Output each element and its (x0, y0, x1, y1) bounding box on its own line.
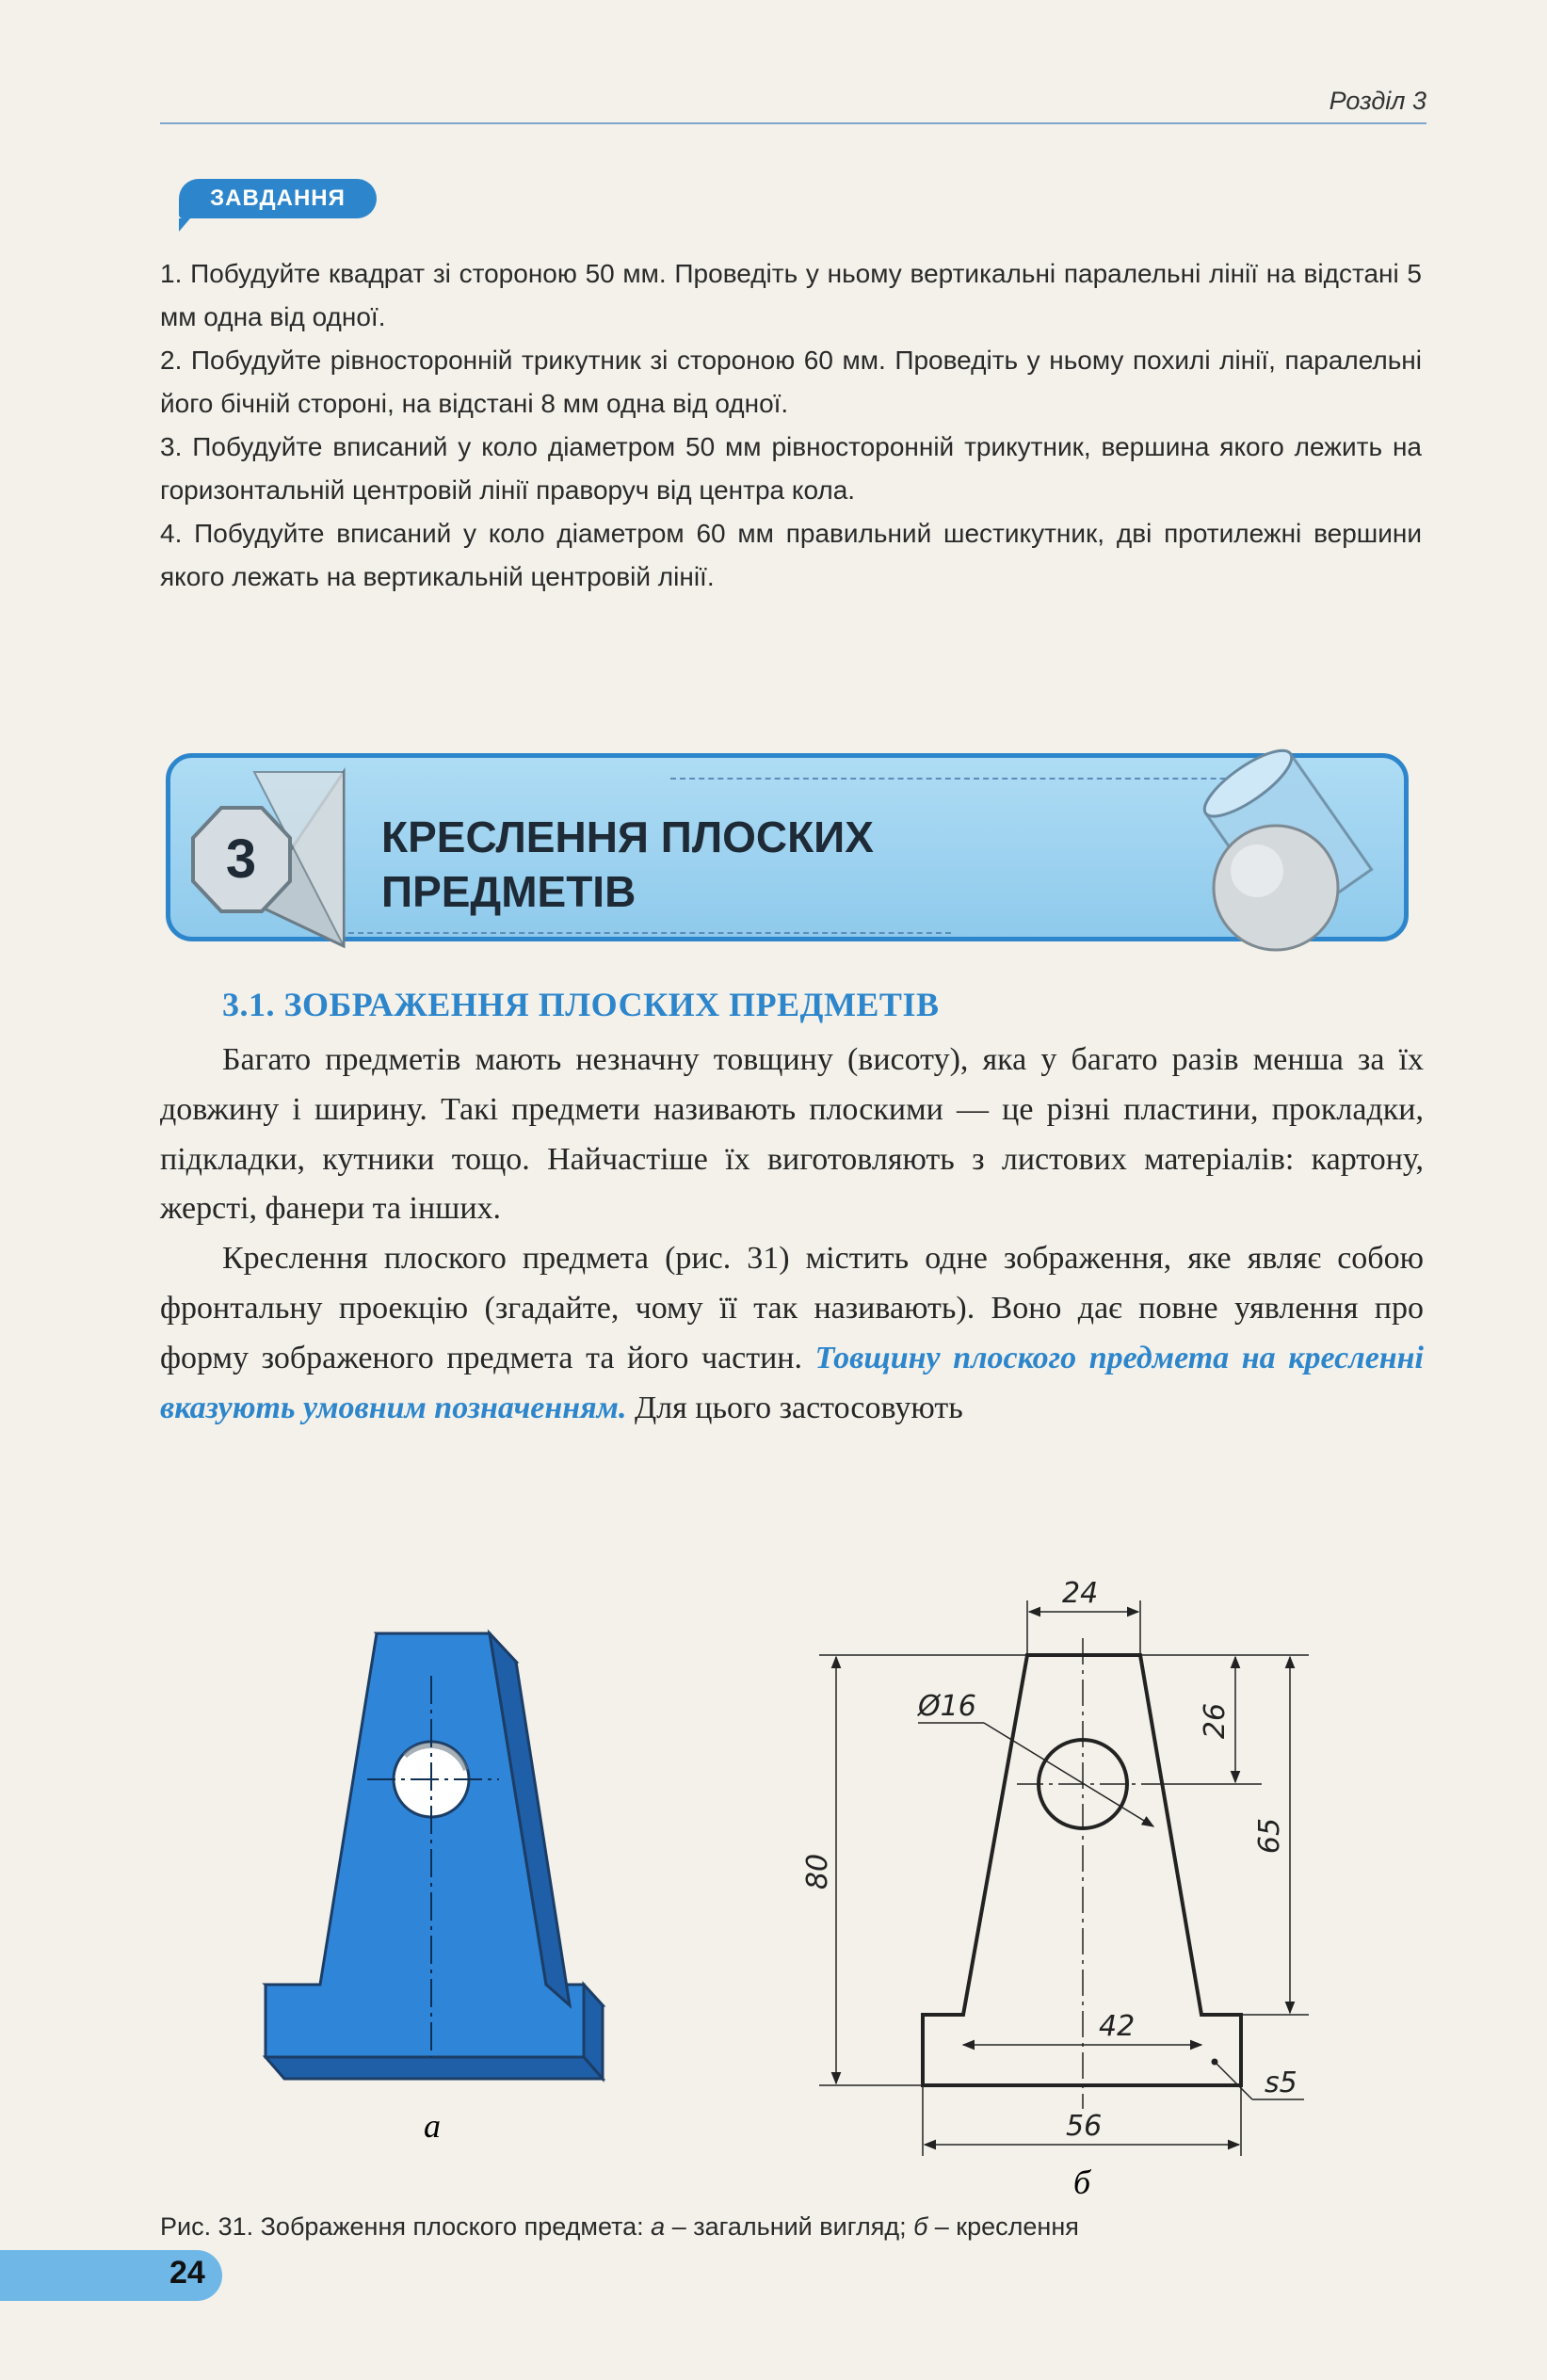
page-number: 24 (169, 2255, 205, 2291)
dim-total-height: 80 (801, 1853, 834, 1890)
task-item-2: 2. Побудуйте рівносторонній трикутник зі стороною 60 мм. Проведіть у ньому похилі лінії, паралельні його бічній стороні, на відстані 8 мм одна від одної. (160, 346, 1422, 418)
paragraph-2 (160, 1234, 1424, 1433)
chapter-title-line-1: КРЕСЛЕННЯ ПЛОСКИХ (381, 812, 874, 861)
dim-top-width: 24 (1062, 1577, 1099, 1610)
part-drawing (819, 1600, 1309, 2156)
dim-hole-center: 26 (1199, 1702, 1232, 1740)
chapter-number: 3 (225, 828, 257, 890)
dim-total-width: 56 (1066, 2110, 1103, 2143)
dim-upper-height: 65 (1253, 1817, 1286, 1855)
paragraph-2-start: Креслення плоского предмета (рис. 31) містить одне зображення, яке являє собою фронтальну проекцію (згадайте, чому її так називають). Воно дає повне уявлення про форму зображеного предмета та його частин. (160, 1241, 1424, 1375)
caption-end: – креслення (927, 2212, 1079, 2241)
section-heading: 3.1. ЗОБРАЖЕННЯ ПЛОСКИХ ПРЕДМЕТІВ (222, 986, 940, 1023)
dim-hole-diameter: Ø16 (918, 1690, 976, 1723)
chapter-title-line-2: ПРЕДМЕТІВ (381, 867, 637, 916)
caption-start: Рис. 31. Зображення плоского предмета: (160, 2212, 652, 2241)
caption-a: а (651, 2212, 666, 2241)
dim-thickness: s5 (1265, 2066, 1297, 2099)
dim-inner-base-width: 42 (1099, 2010, 1136, 2043)
chapter-title (381, 810, 1040, 919)
task-item-1: 1. Побудуйте квадрат зі стороною 50 мм. Проведіть у ньому вертикальні паралельні лінії на відстані 5 мм одна від одної. (160, 259, 1422, 331)
caption-b: б (913, 2212, 928, 2241)
section-label: Розділ 3 (1329, 87, 1426, 115)
task-list (160, 252, 1422, 599)
figure-label-b: б (1073, 2163, 1091, 2201)
paragraph-2-end: Для цього застосовують (626, 1390, 963, 1425)
task-item-3: 3. Побудуйте вписаний у коло діаметром 50 мм рівносторонній трикутник, вершина якого лежить на горизонтальній центровій лінії праворуч від центра кола. (160, 432, 1422, 505)
part-general-view (266, 1633, 603, 2145)
task-item-4: 4. Побудуйте вписаний у коло діаметром 60 мм правильний шестикутник, дві протилежні вершини якого лежать на вертикальній центровій лінії. (160, 519, 1422, 591)
figure-caption (160, 2212, 1422, 2242)
figure-31 (0, 1544, 1547, 2203)
paragraph-1: Багато предметів мають незначну товщину (висоту), яка у багато разів менша за їх довжину і ширину. Такі предмети називають плоскими — це різні пластини, прокладки, підкладки, кутники тощо. Найчастіше їх виготовляють з листових матеріалів: картону, жерсті, фанери та інших. (160, 1042, 1424, 1227)
caption-mid: – загальний вигляд; (665, 2212, 914, 2241)
paragraph-2-highlight: Товщину плоского предмета на кресленні вказують умовним позначенням. (160, 1340, 1424, 1425)
task-badge: ЗАВДАННЯ (179, 179, 377, 218)
body-text (160, 1036, 1424, 1433)
figure-label-a: а (424, 2107, 441, 2145)
header-rule (160, 122, 1426, 124)
